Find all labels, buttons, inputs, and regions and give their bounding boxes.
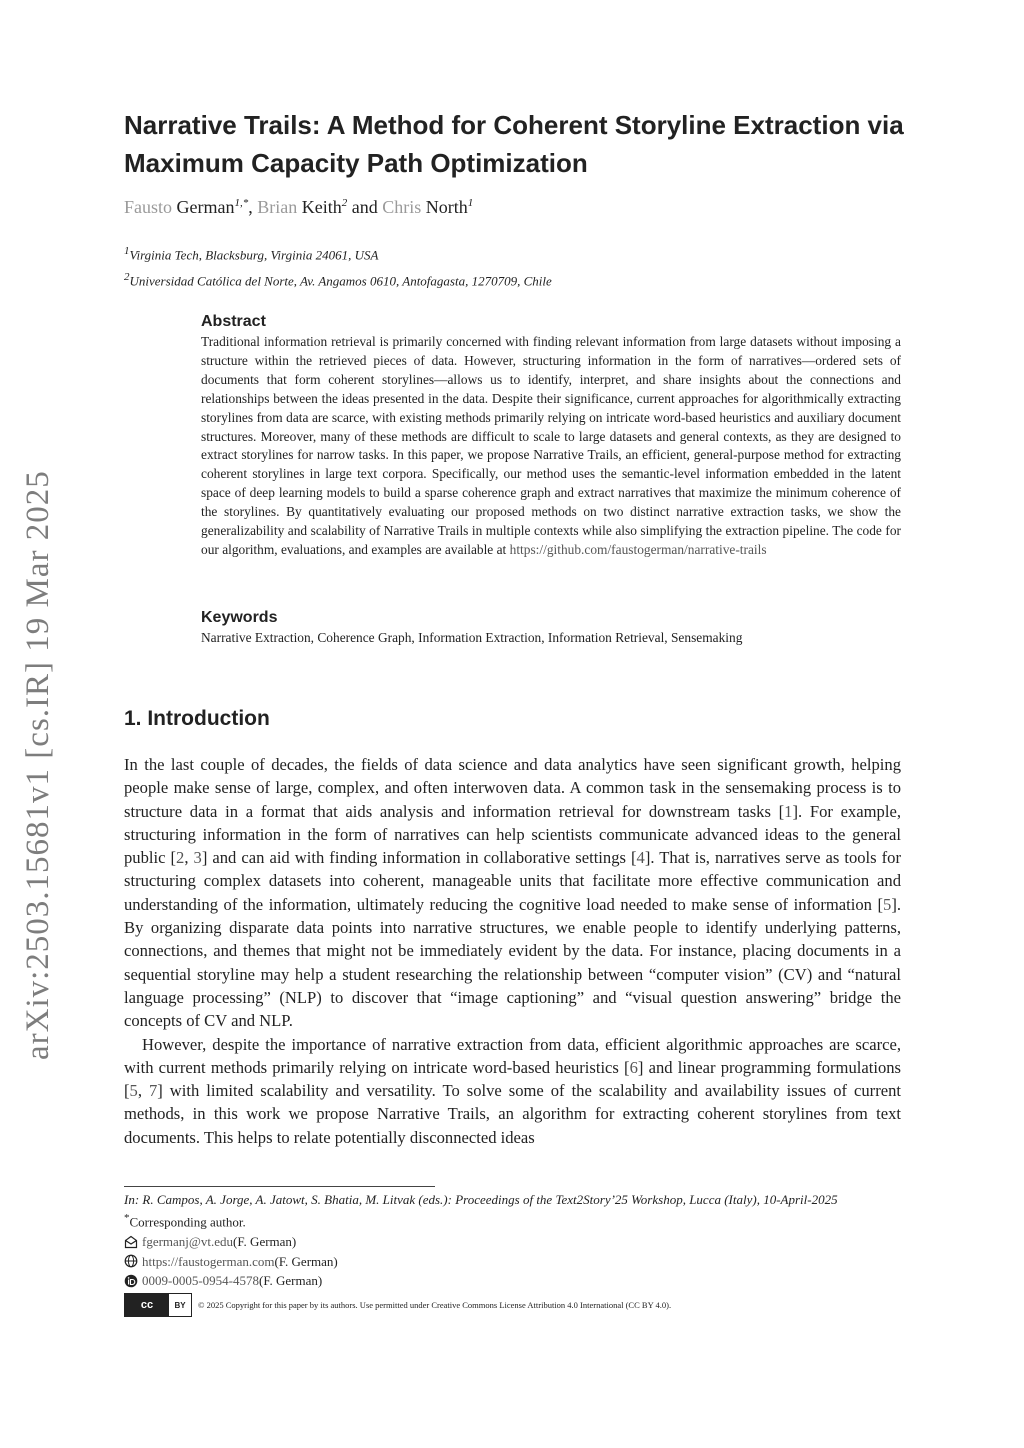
arxiv-stamp: arXiv:2503.15681v1 [cs.IR] 19 Mar 2025 [20, 470, 56, 1060]
author-list [124, 197, 473, 218]
author-family-name: German [172, 197, 235, 217]
email-row: fgermanj@vt.edu (F. German) [124, 1232, 902, 1251]
affiliation [124, 266, 552, 292]
author-affiliation-mark: 1,* [234, 197, 249, 209]
affiliation-text: Universidad Católica del Norte, Av. Angamos 0610, Antofagasta, 1270709, Chile [129, 273, 552, 289]
author-affiliation-mark: 2 [341, 197, 348, 209]
author-family-name: Keith [297, 197, 342, 217]
abstract-section [201, 313, 901, 560]
corresponding-mark: * [124, 1212, 130, 1225]
copyright-notice: © 2025 Copyright for this paper by its authors. Use permitted under Creative Commons License Attribution 4.0 International (CC BY 4.0). [198, 1299, 672, 1310]
website-row: https://faustogerman.com (F. German) [124, 1252, 902, 1271]
email-link[interactable]: fgermanj@vt.edu [142, 1234, 234, 1250]
affiliations [124, 240, 552, 293]
intro-section [124, 753, 901, 1149]
abstract-heading: Abstract [201, 313, 266, 330]
license-row [124, 1293, 902, 1317]
author-affiliation-mark: 1 [467, 197, 474, 209]
proceedings-note: In: R. Campos, A. Jorge, A. Jatowt, S. Bhatia, M. Litvak (eds.): Proceedings of the Text2Story’25 Workshop, Lucca (Italy), 10-April-2025 [124, 1192, 838, 1207]
website-link[interactable]: https://faustogerman.com [142, 1253, 275, 1269]
cc-badge-right: BY [174, 1300, 186, 1310]
abstract-text [201, 333, 901, 560]
author-given-name: Chris [382, 197, 422, 217]
author-separator: and [347, 197, 383, 217]
affiliation-mark: 1 [124, 245, 130, 257]
intro-paragraph-1: In the last couple of decades, the fields of data science and data analytics have seen significant growth, helping people make sense of large, complex, and often interwoven data. A common task in the sensemaking process is to structure data in a format that aids analysis and information retrieval for downstream tasks [1]. For example, structuring information in the form of narratives can help scientists communicate advanced ideas to the general public [2, 3] and can aid with finding information in collaborative settings [4]. That is, narratives serve as tools for structuring complex datasets into coherent, manageable units that facilitate more effective communication and understanding of the information, ultimately reducing the cognitive load needed to make sense of information [5]. By organizing disparate data points into narrative structures, we enable people to identify underlying patterns, connections, and themes that might not be immediately evident by the data. For instance, placing documents in a sequential storyline may help a student researching the relationship between “computer vision” (CV) and “natural language processing” (NLP) to discover that “image captioning” and “visual question answering” bridge the concepts of CV and NLP. [124, 755, 901, 1031]
author-family-name: North [421, 197, 468, 217]
footnote-divider [124, 1186, 435, 1187]
paper-title: Narrative Trails: A Method for Coherent Storyline Extraction via Maximum Capacity Path Optimization [124, 110, 904, 178]
citation-link[interactable]: 2 [176, 848, 185, 868]
keywords-heading: Keywords [201, 609, 278, 626]
orcid-icon [124, 1274, 138, 1288]
citation-link[interactable]: 5 [129, 1081, 138, 1101]
affiliation-mark: 2 [124, 271, 130, 284]
affiliation [124, 240, 552, 266]
keywords-section [201, 609, 901, 648]
footnotes [124, 1190, 902, 1317]
author-separator: , [248, 197, 258, 217]
globe-icon [124, 1254, 138, 1268]
corresponding-note: *Corresponding author. [124, 1212, 246, 1230]
envelope-icon [124, 1235, 138, 1249]
citation-link[interactable]: 3 [193, 848, 202, 868]
affiliation-text: Virginia Tech, Blacksburg, Virginia 24061, USA [129, 247, 379, 263]
cc-badge-left: cc [125, 1294, 169, 1316]
cc-by-badge [124, 1293, 192, 1317]
code-repository-link[interactable]: https://github.com/faustogerman/narrative-trails [509, 541, 767, 557]
author-given-name: Brian [257, 197, 298, 217]
intro-paragraph-2: However, despite the importance of narrative extraction from data, efficient algorithmic approaches are scarce, with current methods primarily relying on intricate word-based heuristics [6] and linear programming formulations [5, 7] with limited scalability and versatility. To solve some of the scalability and availability issues of current methods, in this work we propose Narrative Trails, an algorithm for extracting coherent storylines from text documents. This helps to relate potentially disconnected ideas [124, 1034, 901, 1147]
citation-link[interactable]: 5 [883, 894, 892, 914]
author-given-name: Fausto [124, 197, 173, 217]
orcid-link[interactable]: 0009-0005-0954-4578 [142, 1272, 259, 1288]
keywords-text: Narrative Extraction, Coherence Graph, Information Extraction, Information Retrieval, Sensemaking [201, 630, 743, 645]
abstract-body: Traditional information retrieval is primarily concerned with finding relevant information from large datasets without imposing a structure within the retrieved pieces of data. However, structuring information in the form of narratives—ordered sets of documents that form coherent storylines—allows us to identify, interpret, and share insights about the connections and relationships between the ideas presented in the data. Despite their significance, current approaches for algorithmically extracting storylines from data are scarce, with existing methods primarily relying on intricate word-based heuristics and auxiliary document structures. Moreover, many of these methods are difficult to scale to large datasets and general contexts, as they are designed to extract storylines for narrow tasks. In this paper, we propose Narrative Trails, an efficient, general-purpose method for extracting coherent storylines in large text corpora. Specifically, our method uses the semantic-level information embedded in the latent space of deep learning models to build a sparse coherence graph and extract narratives that maximize the minimum coherence of the storylines. By quantitatively evaluating our proposed methods on two distinct narrative extraction tasks, we show the generalizability and scalability of Narrative Trails in multiple contexts while also simplifying the extraction pipeline. The code for our algorithm, evaluations, and examples are available at [201, 334, 901, 557]
citation-link[interactable]: 7 [148, 1081, 158, 1101]
intro-heading: 1. Introduction [124, 707, 270, 730]
orcid-row: 0009-0005-0954-4578 (F. German) [124, 1271, 902, 1290]
citation-link[interactable]: 1 [784, 801, 793, 821]
citation-link[interactable]: 4 [636, 848, 645, 868]
citation-link[interactable]: 6 [629, 1057, 638, 1077]
